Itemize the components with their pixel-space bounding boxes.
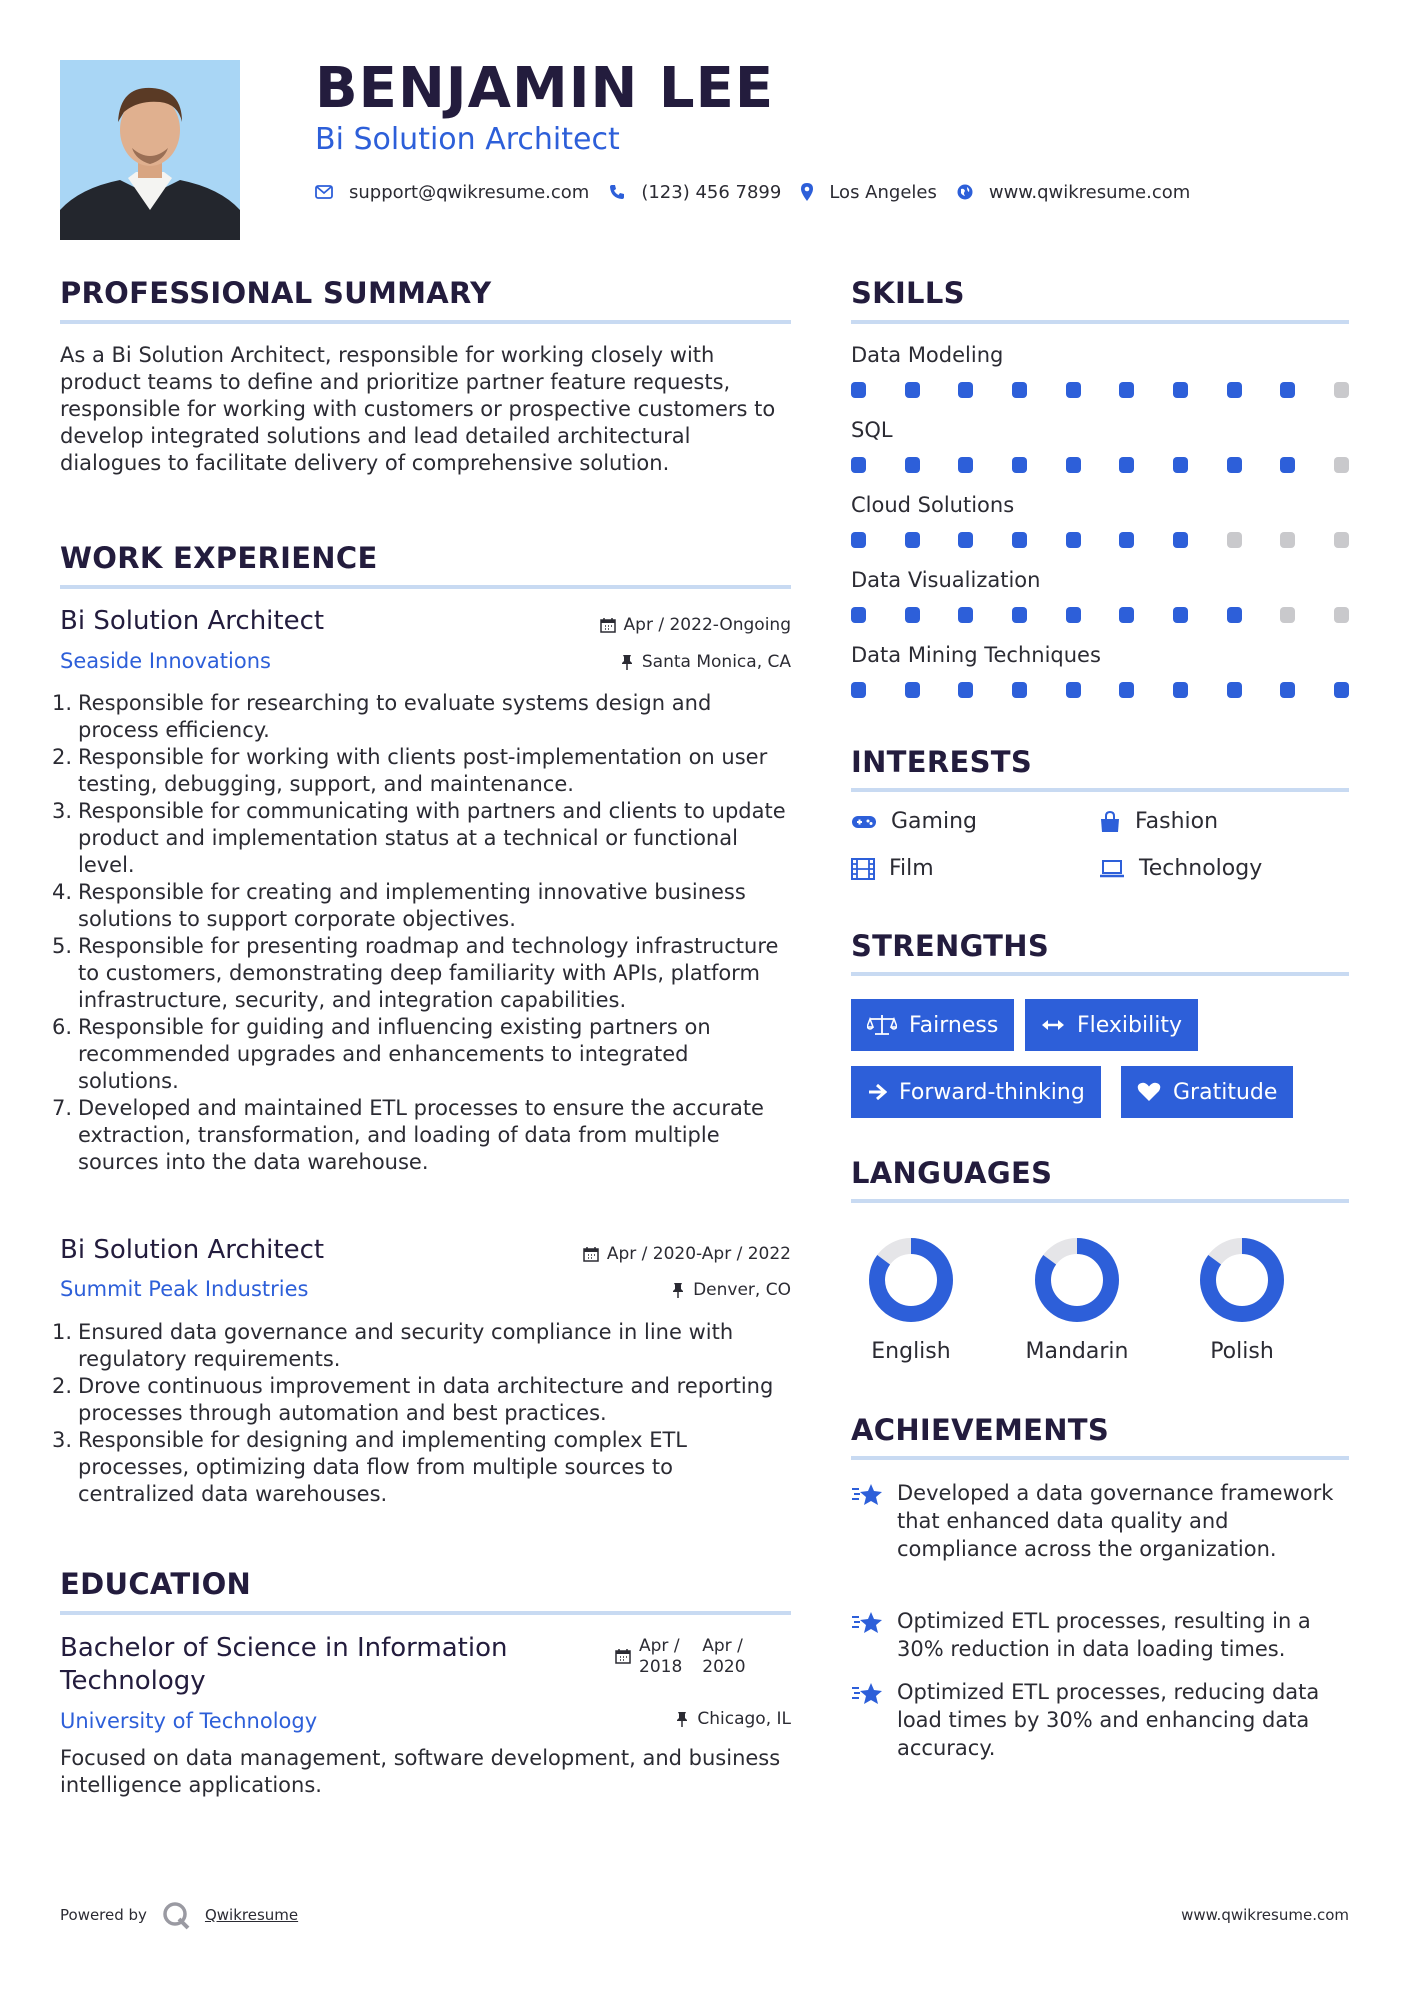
language-ring — [1032, 1235, 1122, 1325]
skill-dot-filled — [958, 532, 973, 548]
skill-dot-filled — [958, 457, 973, 473]
degree-title — [60, 1632, 507, 1698]
skill-dot-filled — [1173, 607, 1188, 623]
gamepad-icon — [851, 814, 877, 830]
skill-dot-filled — [1012, 607, 1027, 623]
list-item: 1. Ensured data governance and security compliance in line with regulatory requirements. — [52, 1320, 734, 1371]
interest-label: Technology — [1139, 856, 1263, 881]
strength-tag-gratitude — [1121, 1066, 1293, 1118]
skill-dots — [851, 382, 1349, 398]
balance-scale-icon — [867, 1014, 897, 1036]
job-2-dates-text: Apr / 2020-Apr / 2022 — [606, 1244, 791, 1264]
languages-heading: LANGUAGES — [851, 1156, 1053, 1190]
experience-heading: WORK EXPERIENCE — [60, 541, 378, 575]
strength-tag-forward-thinking — [851, 1066, 1101, 1118]
skill-label: SQL — [851, 418, 893, 442]
education-start-year: 2018 — [639, 1657, 683, 1677]
heart-icon — [1137, 1082, 1161, 1102]
footer-website[interactable]: www.qwikresume.com — [1181, 1906, 1349, 1924]
job-1-responsibilities — [52, 690, 791, 1176]
achievements-rule — [851, 1456, 1349, 1460]
summary-text: As a Bi Solution Architect, responsible for working closely with product teams to define and prioritize partner feature requests, responsible for working with customers or prospective customers to develop integrated solutions and lead detailed architectural dialogues to facilitate delivery of comprehensive solution. — [60, 343, 776, 475]
interests-rule — [851, 788, 1349, 792]
skill-dot-filled — [1227, 607, 1242, 623]
language-ring — [1197, 1235, 1287, 1325]
skill-dot-empty — [1334, 457, 1349, 473]
shooting-star-icon — [851, 1609, 885, 1637]
skill-dot-filled — [1280, 457, 1295, 473]
strengths-rule — [851, 972, 1349, 976]
language-ring — [866, 1235, 956, 1325]
skills-heading: SKILLS — [851, 276, 965, 310]
contact-email[interactable] — [315, 182, 589, 203]
job-2-location-text: Denver, CO — [693, 1280, 791, 1300]
skill-dot-filled — [1119, 382, 1134, 398]
list-item: 3. Responsible for communicating with partners and clients to update product and implementation status at a technical or functional level. — [52, 799, 786, 877]
education-location-text: Chicago, IL — [697, 1709, 791, 1729]
degree-line-2: Technology — [60, 1666, 206, 1696]
skill-dot-filled — [905, 382, 920, 398]
strength-label: Forward-thinking — [899, 1079, 1085, 1105]
skill-label: Cloud Solutions — [851, 493, 1015, 517]
list-item: 7. Developed and maintained ETL processes to ensure the accurate extraction, transformation, and loading of data from multiple sources into the data warehouse. — [52, 1096, 764, 1174]
degree-line-1: Bachelor of Science in Information — [60, 1633, 508, 1663]
skill-label: Data Visualization — [851, 568, 1041, 592]
contact-location-text: Los Angeles — [829, 181, 937, 203]
job-1-dates-text: Apr / 2022-Ongoing — [623, 615, 791, 635]
achievement-text: Optimized ETL processes, resulting in a 30% reduction in data loading times. — [897, 1609, 1311, 1661]
skill-label: Data Mining Techniques — [851, 643, 1101, 667]
pushpin-icon — [620, 654, 634, 670]
shopping-bag-icon — [1099, 811, 1121, 833]
achievement-item — [851, 1678, 1351, 1762]
strength-tag-fairness — [851, 999, 1014, 1051]
skill-dots — [851, 532, 1349, 548]
strength-label: Fairness — [909, 1012, 999, 1038]
strength-label: Flexibility — [1077, 1012, 1182, 1038]
job-2-title: Bi Solution Architect — [60, 1235, 325, 1265]
skill-dot-filled — [1227, 682, 1242, 698]
arrow-right-icon — [867, 1083, 887, 1101]
skill-dot-filled — [1119, 457, 1134, 473]
candidate-title: Bi Solution Architect — [315, 122, 620, 157]
film-icon — [851, 858, 875, 880]
job-1-title: Bi Solution Architect — [60, 606, 325, 636]
strengths-heading: STRENGTHS — [851, 929, 1050, 963]
envelope-icon — [315, 185, 333, 199]
list-item: 6. Responsible for guiding and influencing existing partners on recommended upgrades and enhancements to integrated solutions. — [52, 1015, 711, 1093]
phone-icon — [609, 184, 625, 200]
education-dates — [615, 1636, 791, 1678]
footer-powered-by — [60, 1900, 298, 1930]
strength-tag-flexibility — [1025, 999, 1198, 1051]
skill-dot-empty — [1280, 607, 1295, 623]
shooting-star-icon — [851, 1481, 885, 1509]
education-end-year: 2020 — [702, 1657, 746, 1677]
globe-icon — [957, 184, 973, 200]
arrows-horizontal-icon — [1041, 1018, 1065, 1032]
job-2-responsibilities — [52, 1319, 791, 1508]
skill-dot-filled — [1280, 682, 1295, 698]
skill-dot-filled — [1173, 457, 1188, 473]
job-2-dates — [480, 1244, 791, 1264]
job-2-company: Summit Peak Industries — [60, 1277, 309, 1301]
skill-dot-filled — [1012, 457, 1027, 473]
contact-location — [801, 182, 937, 203]
languages-rule — [851, 1199, 1349, 1203]
skill-dot-filled — [1173, 682, 1188, 698]
list-item: 2. Drove continuous improvement in data architecture and reporting processes through automation and best practices. — [52, 1374, 774, 1425]
skill-dots — [851, 682, 1349, 698]
contact-phone[interactable] — [609, 182, 781, 203]
map-pin-icon — [801, 183, 813, 201]
skill-dot-filled — [1173, 382, 1188, 398]
interest-label: Film — [889, 856, 934, 881]
language-label: Polish — [1210, 1339, 1274, 1364]
education-heading: EDUCATION — [60, 1567, 252, 1601]
summary-heading: PROFESSIONAL SUMMARY — [60, 276, 492, 310]
skill-dot-filled — [1066, 457, 1081, 473]
skill-dot-filled — [905, 532, 920, 548]
skill-dot-filled — [905, 457, 920, 473]
skill-dots — [851, 607, 1349, 623]
skill-dot-empty — [1280, 532, 1295, 548]
skill-dot-filled — [905, 682, 920, 698]
contact-website-text: www.qwikresume.com — [988, 181, 1191, 203]
school-name: University of Technology — [60, 1709, 318, 1733]
shooting-star-icon — [851, 1680, 885, 1708]
skill-dot-filled — [958, 382, 973, 398]
interest-technology — [1099, 856, 1262, 881]
list-item: 4. Responsible for creating and implementing innovative business solutions to support corporate objectives. — [52, 880, 746, 931]
education-end-month: Apr / — [702, 1636, 743, 1656]
skill-dot-filled — [851, 607, 866, 623]
skill-dot-filled — [1119, 532, 1134, 548]
achievements-heading: ACHIEVEMENTS — [851, 1413, 1110, 1447]
skill-dot-filled — [1280, 382, 1295, 398]
skill-dot-filled — [958, 607, 973, 623]
interest-gaming — [851, 809, 977, 834]
list-item: 3. Responsible for designing and implementing complex ETL processes, optimizing data flow from multiple sources to centralized data warehouses. — [52, 1428, 687, 1506]
job-1-location — [480, 652, 791, 672]
language-english — [846, 1235, 976, 1364]
skill-dot-empty — [1334, 532, 1349, 548]
skill-dot-filled — [958, 682, 973, 698]
calendar-icon — [615, 1648, 631, 1664]
contact-bar — [315, 178, 1210, 206]
skill-dot-empty — [1334, 607, 1349, 623]
profile-photo — [60, 60, 240, 240]
language-label: English — [871, 1339, 951, 1364]
laptop-icon — [1099, 859, 1125, 879]
skill-dot-filled — [851, 382, 866, 398]
skill-dot-filled — [1066, 607, 1081, 623]
education-rule — [60, 1611, 791, 1615]
contact-phone-text: (123) 456 7899 — [641, 181, 782, 203]
interest-label: Gaming — [891, 809, 977, 834]
skill-dot-empty — [1227, 532, 1242, 548]
skills-rule — [851, 320, 1349, 324]
skill-dot-empty — [1334, 382, 1349, 398]
contact-email-text: support@qwikresume.com — [349, 181, 590, 203]
language-polish — [1177, 1235, 1307, 1364]
qwikresume-logo-icon — [161, 1900, 191, 1930]
achievement-text: Developed a data governance framework that enhanced data quality and compliance across the organization. — [897, 1481, 1334, 1561]
language-label: Mandarin — [1025, 1339, 1129, 1364]
skill-dot-filled — [1119, 607, 1134, 623]
skill-dot-filled — [1012, 532, 1027, 548]
skill-dot-filled — [851, 532, 866, 548]
skill-dot-filled — [851, 682, 866, 698]
list-item: 2. Responsible for working with clients post-implementation on user testing, debugging, support, and maintenance. — [52, 745, 768, 796]
pushpin-icon — [671, 1282, 685, 1298]
skill-dot-filled — [1066, 532, 1081, 548]
education-description: Focused on data management, software development, and business intelligence applications. — [60, 1746, 781, 1797]
job-2-location — [480, 1280, 791, 1300]
skill-dot-filled — [1066, 382, 1081, 398]
skill-dot-filled — [1012, 382, 1027, 398]
contact-website[interactable] — [957, 182, 1190, 203]
job-1-dates — [480, 615, 791, 635]
experience-rule — [60, 585, 791, 589]
achievement-text: Optimized ETL processes, reducing data load times by 30% and enhancing data accuracy. — [897, 1680, 1320, 1760]
skill-dot-filled — [905, 607, 920, 623]
skill-dot-filled — [1119, 682, 1134, 698]
skill-dot-filled — [1012, 682, 1027, 698]
achievement-item — [851, 1479, 1351, 1563]
language-mandarin — [1012, 1235, 1142, 1364]
interest-fashion — [1099, 809, 1218, 834]
list-item: 5. Responsible for presenting roadmap and technology infrastructure to customers, demonstrating deep familiarity with APIs, platform infrastructure, security, and integration capabilities. — [52, 934, 779, 1012]
candidate-name: BENJAMIN LEE — [315, 56, 775, 121]
skill-dot-filled — [1334, 682, 1349, 698]
summary-rule — [60, 320, 791, 324]
skill-dot-filled — [1227, 382, 1242, 398]
calendar-icon — [583, 1246, 599, 1262]
qwikresume-link[interactable]: Qwikresume — [204, 1906, 299, 1924]
education-location — [480, 1709, 791, 1729]
calendar-icon — [600, 617, 616, 633]
job-1-location-text: Santa Monica, CA — [641, 652, 791, 672]
pushpin-icon — [675, 1711, 689, 1727]
interest-label: Fashion — [1135, 809, 1219, 834]
powered-by-text: Powered by — [60, 1906, 147, 1924]
interests-heading: INTERESTS — [851, 745, 1033, 779]
strength-label: Gratitude — [1173, 1079, 1278, 1105]
interest-film — [851, 856, 934, 881]
education-start-month: Apr / — [639, 1636, 680, 1656]
job-1-company: Seaside Innovations — [60, 649, 271, 673]
list-item: 1. Responsible for researching to evaluate systems design and process efficiency. — [52, 691, 712, 742]
skill-dot-filled — [1066, 682, 1081, 698]
skill-label: Data Modeling — [851, 343, 1004, 367]
skill-dot-filled — [851, 457, 866, 473]
skill-dot-filled — [1173, 532, 1188, 548]
achievement-item — [851, 1607, 1351, 1663]
skill-dots — [851, 457, 1349, 473]
skill-dot-filled — [1227, 457, 1242, 473]
